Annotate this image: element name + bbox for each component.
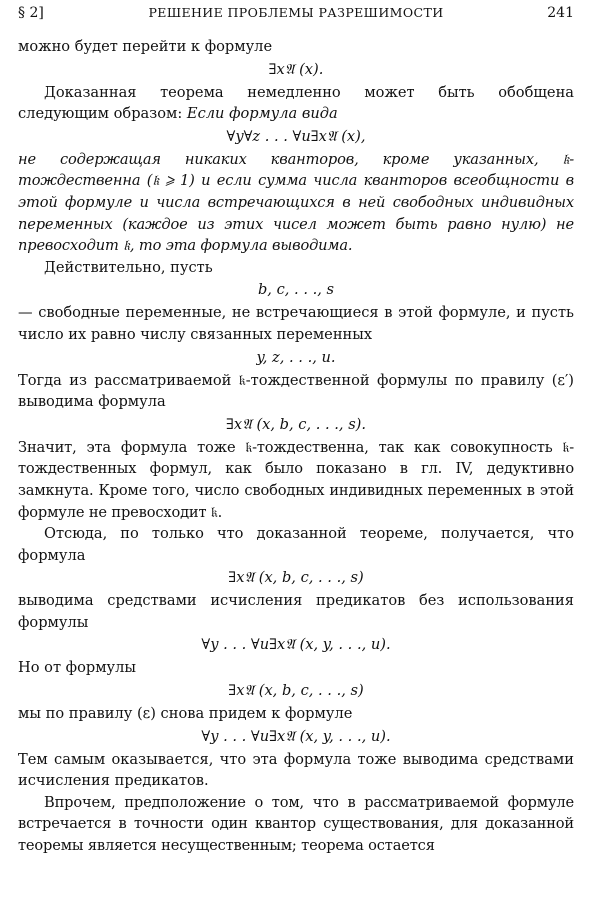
paragraph: Значит, эта формула тоже 𝔨-тождественна, так как совокупность 𝔨-тождественных формул, как было показано в гл. IV, дедуктивно замкнута. Кроме того, число свободных индивидных переменных в этой формуле не превосходит 𝔨. xyxy=(18,438,574,521)
paragraph: Тогда из рассматриваемой 𝔨-тождественной формулы по правилу (ε′) выводима формула xyxy=(18,371,574,411)
running-header xyxy=(18,0,574,26)
paragraph: Тем самым оказывается, что эта формула тоже выводима средствами исчисления предикатов. xyxy=(18,750,574,790)
formula: ∃x𝔄 (x). xyxy=(268,60,324,78)
theorem-statement: не содержащая никаких кванторов, кроме указанных, 𝔨-тождественна (𝔨 ⩾ 1) и если сумма числа кванторов всеобщности в этой формуле и числа встречающихся в ней свободных индивидных переменных (каждое из этих чисел может быть равно нулю) не превосходит 𝔨, то эта формула выводима. xyxy=(18,150,574,255)
formula: ∀y . . . ∀u∃x𝔄 (x, y, . . ., u). xyxy=(201,636,391,654)
paragraph: можно будет перейти к формуле xyxy=(18,38,273,55)
page-body xyxy=(18,36,574,857)
page-number: 241 xyxy=(547,5,574,21)
paragraph: Отсюда, по только что доказанной теореме, получается, что формула xyxy=(18,525,574,564)
paragraph: Но от формулы xyxy=(18,659,137,677)
formula: b, c, . . ., s xyxy=(257,281,335,299)
formula: ∀y . . . ∀u∃x𝔄 (x, y, . . ., u). xyxy=(201,727,391,745)
formula: ∃x𝔄 (x, b, c, . . ., s) xyxy=(228,569,364,587)
chapter-title: РЕШЕНИЕ ПРОБЛЕМЫ РАЗРЕШИМОСТИ xyxy=(148,5,444,20)
paragraph: мы по правилу (ε) снова придем к формуле xyxy=(18,705,353,723)
formula: y, z, . . ., u. xyxy=(256,348,336,366)
formula: ∃x𝔄 (x, b, c, . . ., s). xyxy=(225,415,367,433)
formula: ∃x𝔄 (x, b, c, . . ., s) xyxy=(228,682,364,700)
theorem-start: Если формула вида xyxy=(186,105,338,123)
paragraph: Впрочем, предположение о том, что в рассматриваемой формуле встречается в точности один квантор существования, для доказанной теоремы является несущественным; теорема остается xyxy=(18,793,574,855)
paragraph-text: Доказанная теорема немедленно может быть обобщена следующим образом: xyxy=(18,83,574,123)
paragraph xyxy=(18,82,574,125)
paragraph: — свободные переменные, не встречающиеся в этой формуле, и пусть число их равно числу связанных переменных xyxy=(18,304,574,343)
paragraph: выводима средствами исчисления предикатов без использования формулы xyxy=(18,592,574,631)
book-page xyxy=(18,0,574,900)
paragraph: Действительно, пусть xyxy=(44,258,213,276)
formula: ∀y∀z . . . ∀u∃x𝔄 (x), xyxy=(226,127,366,145)
section-mark: § 2] xyxy=(18,5,44,21)
